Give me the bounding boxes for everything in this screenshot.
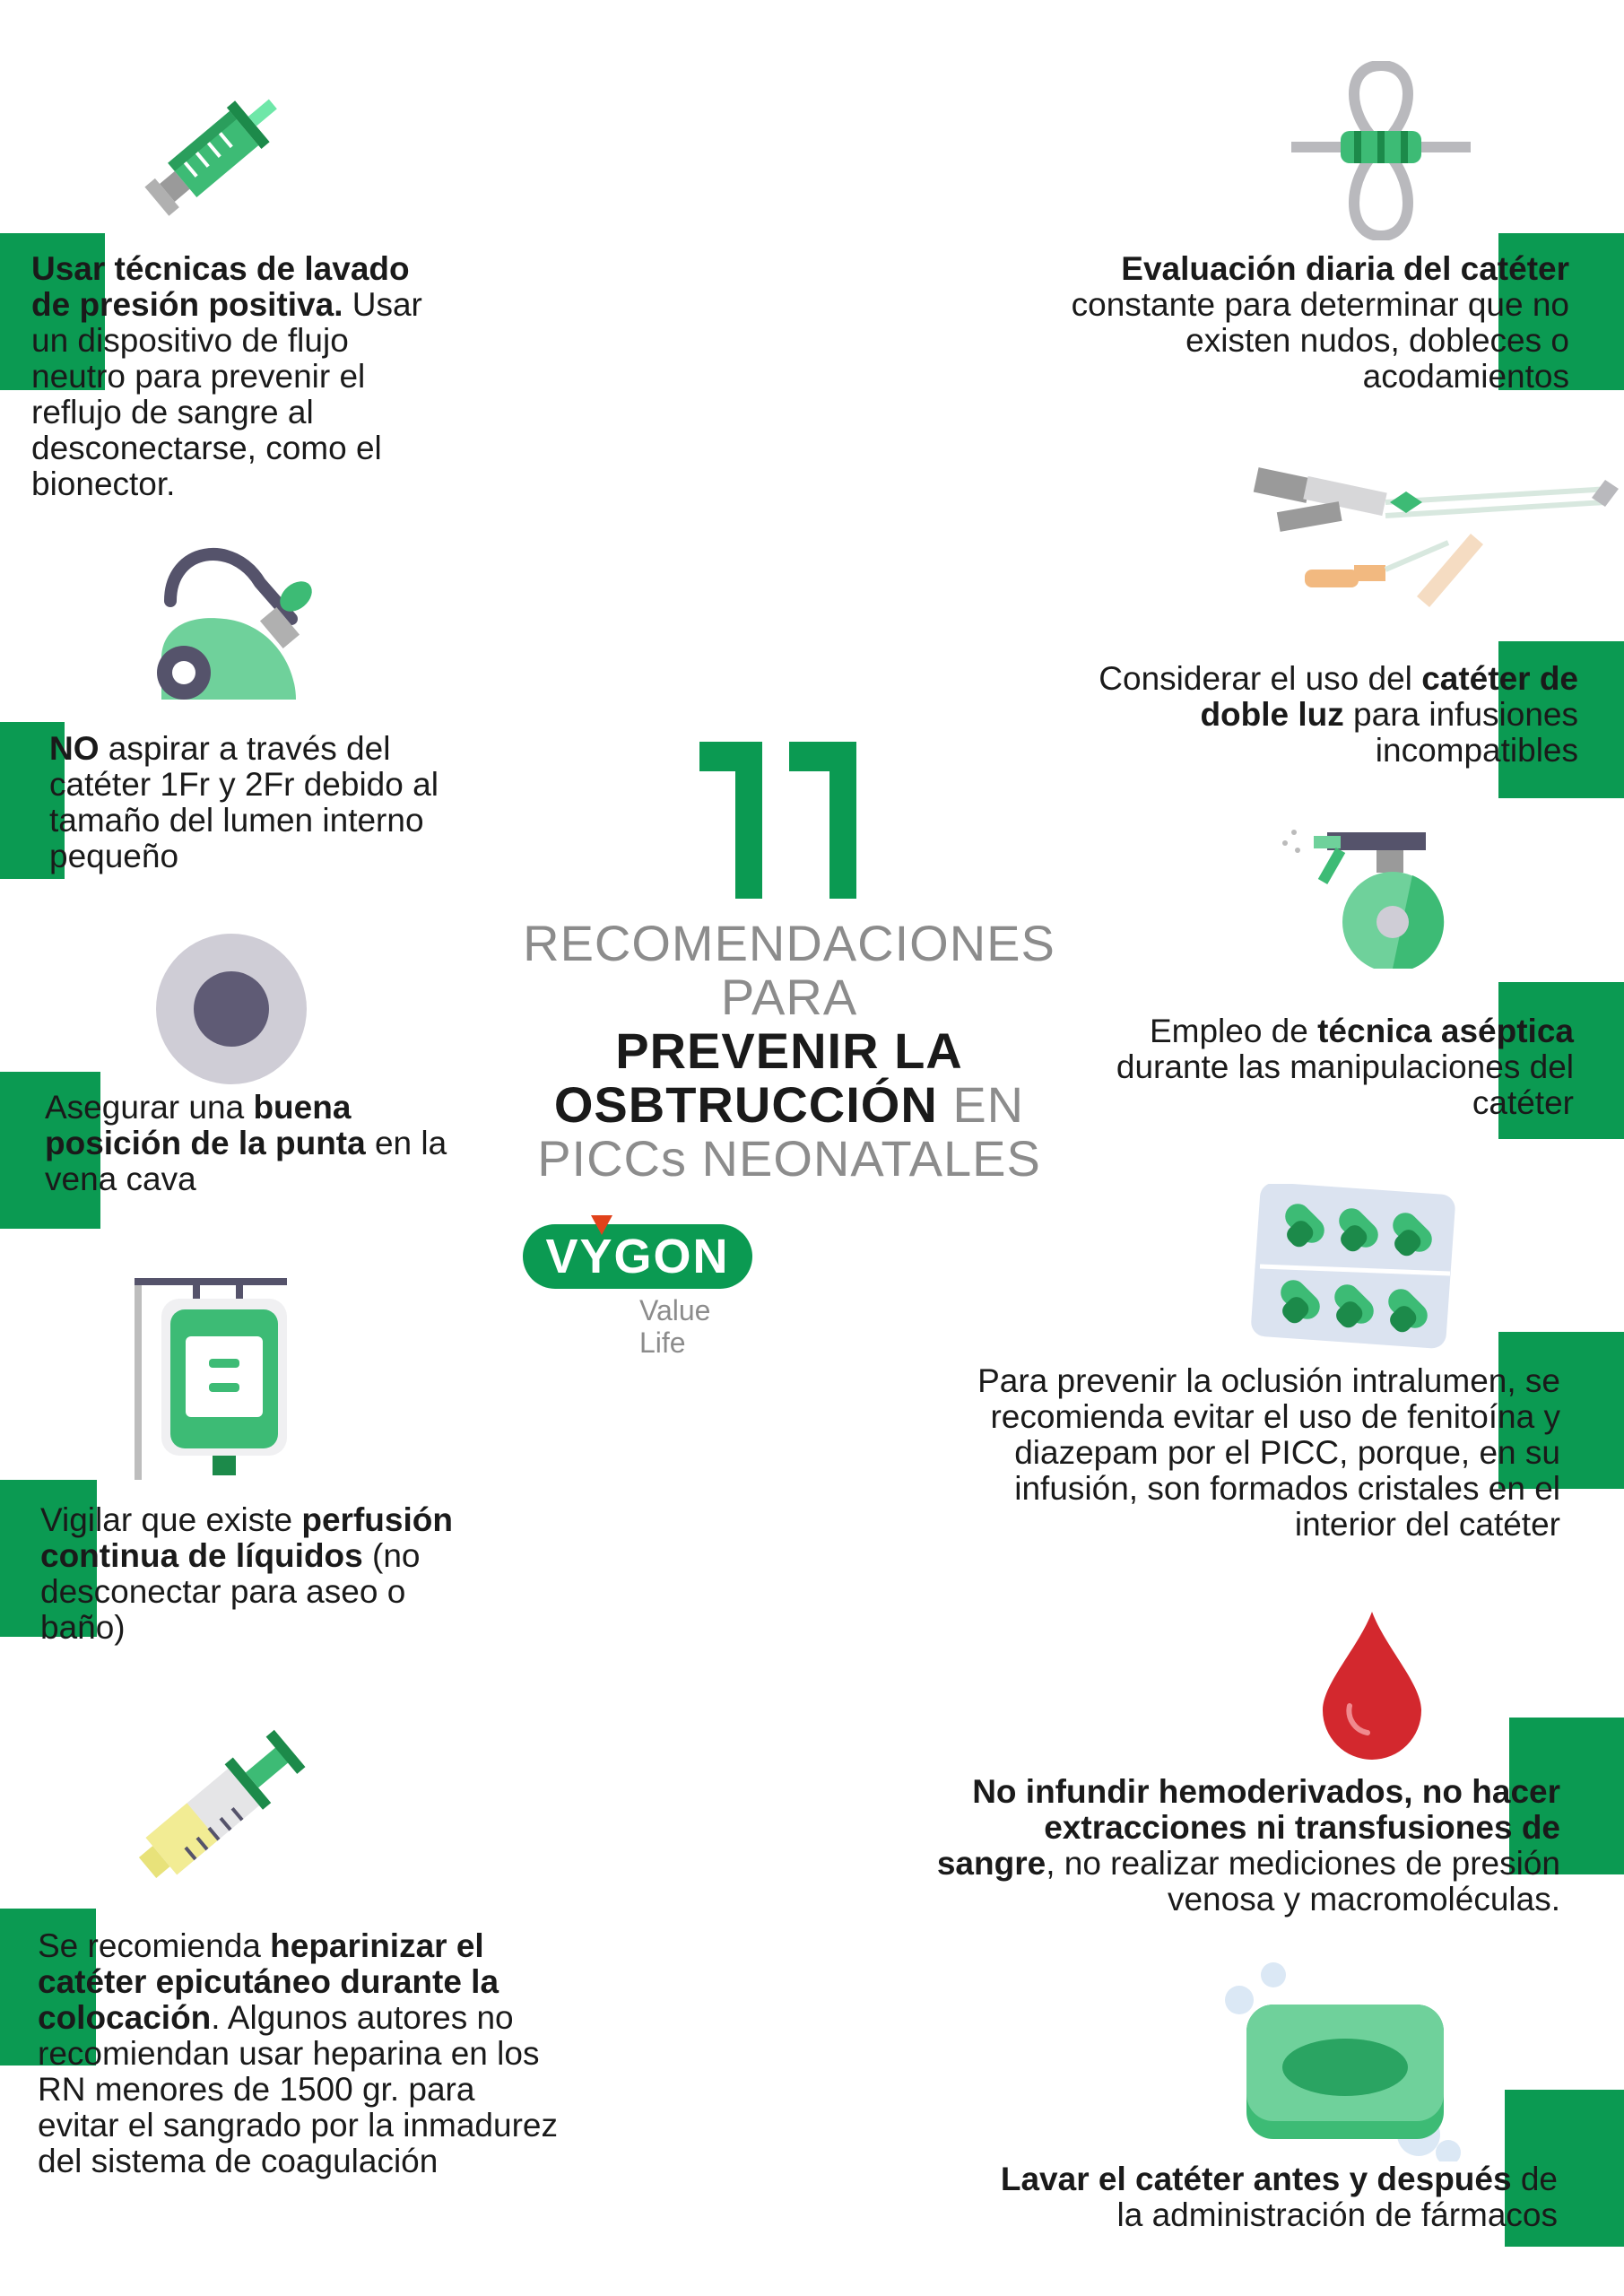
- tip-text: Asegurar una: [45, 1089, 254, 1126]
- knot-icon: [1291, 61, 1471, 240]
- tip-text: para infusiones incompatibles: [1343, 696, 1578, 769]
- tip-text: de la administración de fármacos: [1116, 2161, 1558, 2233]
- tip-heparinize: [38, 1928, 558, 2179]
- eleven-number: [690, 737, 870, 903]
- target-dot-icon: [155, 933, 308, 1085]
- tip-text: durante las manipulaciones del catéter: [1116, 1048, 1574, 1121]
- tip-text: (no desconectar para aseo o baño): [40, 1537, 421, 1646]
- tip-text: Para prevenir la oclusión intralumen, se recomienda evitar el uso de fenitoína y diazepam por el PICC, porque, en su infusión, son formados cristales en el interior del catéter: [977, 1362, 1560, 1543]
- tip-text: en la vena cava: [45, 1125, 447, 1197]
- tip-text: , no realizar mediciones de presión venosa y macromoléculas.: [1046, 1845, 1560, 1918]
- tip-text: Considerar el uso del: [1099, 660, 1422, 697]
- title-line-3: [502, 1024, 1076, 1078]
- title-rest: EN: [937, 1076, 1025, 1133]
- pills-blister-icon: [1251, 1184, 1457, 1350]
- double-lumen-catheter-icon: [1251, 462, 1623, 614]
- vygon-logo: [523, 1224, 756, 1359]
- blood-drop-icon: [1318, 1607, 1426, 1760]
- heparin-syringe-icon: [117, 1704, 323, 1910]
- tip-daily-evaluation: [1031, 251, 1569, 395]
- tip-bold: heparinizar el catéter epicutáneo durante la colocación: [38, 1927, 499, 2036]
- tip-bold: Evaluación diaria del catéter: [1121, 250, 1569, 287]
- tip-positive-pressure-flush: [31, 251, 444, 502]
- spray-bottle-icon: [1278, 816, 1457, 969]
- tip-tip-position: [45, 1090, 457, 1197]
- tip-continuous-perfusion: [40, 1502, 462, 1646]
- tip-bold: Lavar el catéter antes y después: [1000, 2161, 1512, 2197]
- tip-aseptic-technique: [1040, 1013, 1574, 1121]
- tip-text: Usar un dispositivo de flujo neutro para prevenir el reflujo de sangre al desconectarse, como el bionector.: [31, 286, 422, 502]
- vacuum-icon: [152, 529, 323, 709]
- tip-text: Vigilar que existe: [40, 1501, 302, 1538]
- tip-bold: No infundir hemoderivados, no hacer extracciones ni transfusiones de sangre: [936, 1773, 1560, 1882]
- title-bold: OSBTRUCCIÓN: [553, 1076, 938, 1133]
- tip-text: constante para determinar que no existen nudos, dobleces o acodamientos: [1071, 286, 1569, 395]
- tip-double-lumen: [1040, 661, 1578, 769]
- title-line-1: RECOMENDACIONES: [523, 915, 1055, 971]
- tip-text: aspirar a través del catéter 1Fr y 2Fr debido al tamaño del lumen interno pequeño: [49, 730, 439, 874]
- logo-brand: VYGON: [545, 1230, 730, 1283]
- tip-no-blood-products: [924, 1774, 1560, 1918]
- tip-bold: buena posición de la punta: [45, 1089, 366, 1161]
- tip-text: . Algunos autores no recomiendan usar heparina en los RN menores de 1500 gr. para evitar el sangrado por la inmadurez del sistema de coagulación: [38, 1999, 558, 2179]
- title-bold: PREVENIR LA: [615, 1022, 963, 1079]
- tip-text: Empleo de: [1149, 1013, 1318, 1049]
- syringe-icon: [135, 76, 296, 229]
- tip-bold: catéter de doble luz: [1200, 660, 1578, 733]
- title-line-5: PICCs NEONATALES: [537, 1130, 1041, 1187]
- tip-bold: técnica aséptica: [1317, 1013, 1574, 1049]
- logo-tagline: Value Life: [639, 1294, 711, 1359]
- soap-icon: [1220, 1955, 1471, 2161]
- title-line-4: [502, 1078, 1076, 1132]
- tip-text: Se recomienda: [38, 1927, 271, 1964]
- tip-bold: Usar técnicas de lavado de presión positiva.: [31, 250, 410, 323]
- iv-bag-icon: [130, 1274, 300, 1489]
- tip-bold: perfusión continua de líquidos: [40, 1501, 453, 1574]
- tip-avoid-phenytoin: [933, 1363, 1560, 1543]
- title-line-2: PARA: [720, 969, 858, 1025]
- tip-bold: NO: [49, 730, 100, 767]
- tip-wash-catheter: [986, 2161, 1558, 2233]
- tip-no-aspirate: [49, 731, 471, 874]
